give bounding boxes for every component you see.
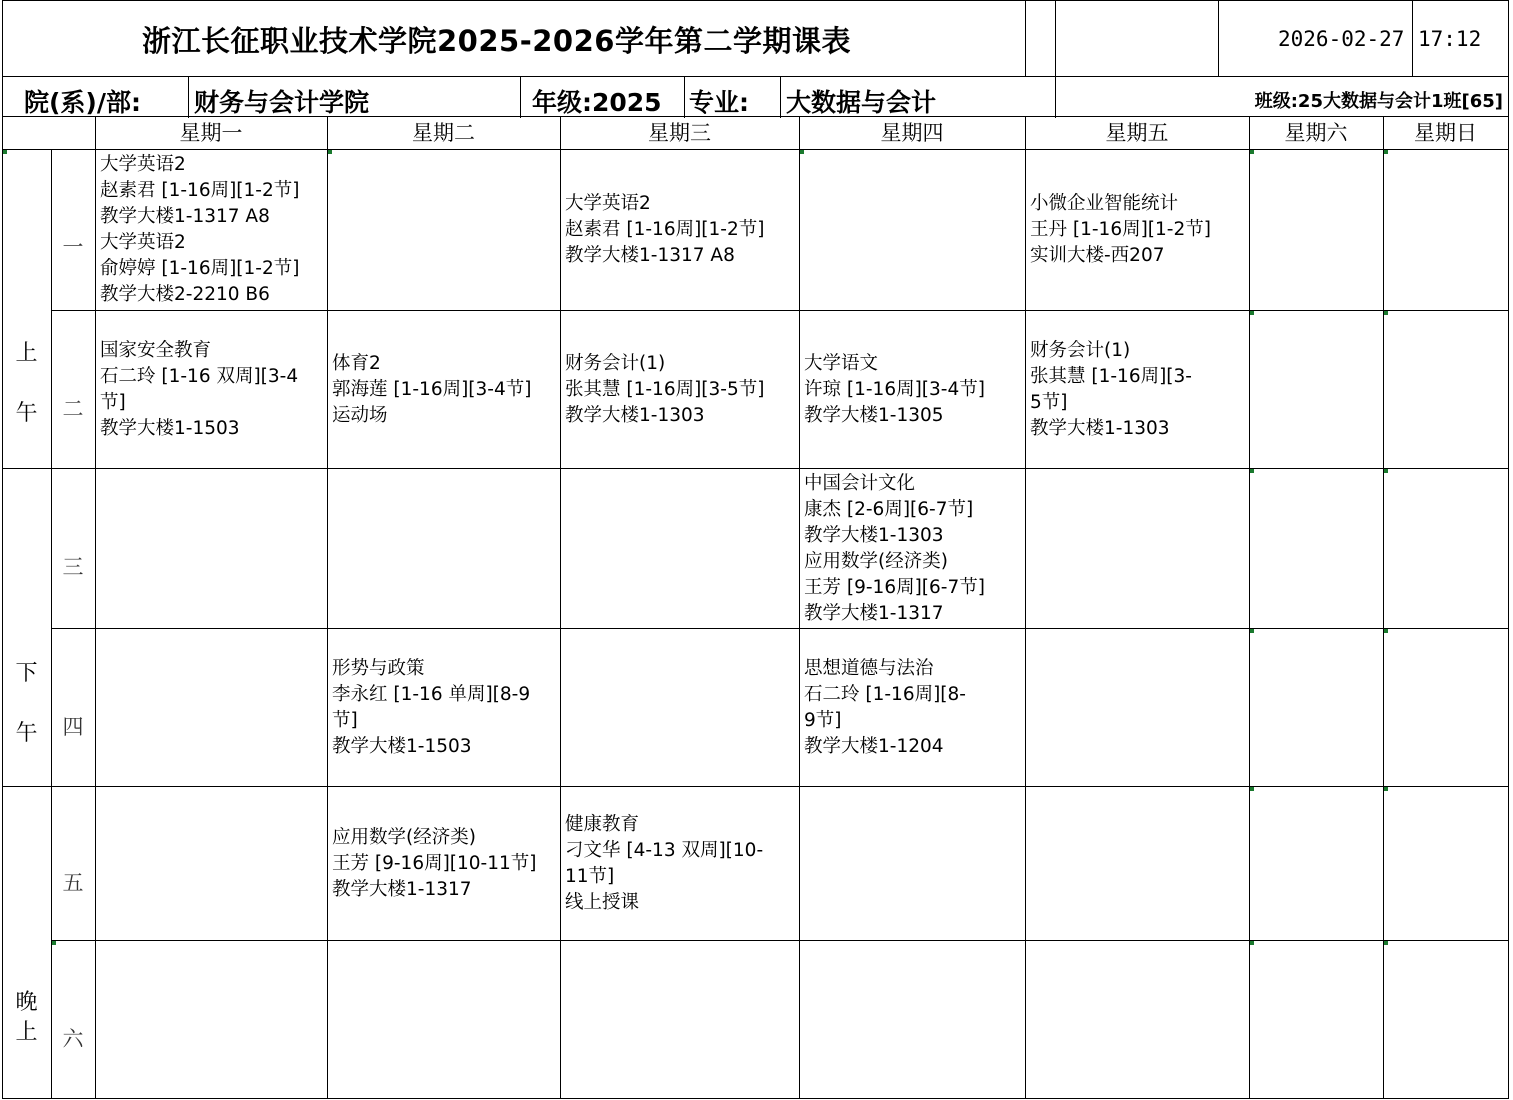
course-line: 大学英语2 — [100, 232, 186, 253]
course-line: 王芳 [9-16周][10-11节] — [332, 852, 537, 874]
course-line: 俞婷婷 [1-16周][1-2节] — [100, 258, 300, 279]
grid-line — [2, 117, 3, 1099]
course-line: 实训大楼-西207 — [1030, 245, 1165, 266]
course-line: 教学大楼1-1317 A8 — [100, 206, 270, 227]
period-label-2: 二 — [62, 397, 84, 421]
course-line: 赵素君 [1-16周][1-2节] — [100, 180, 300, 201]
day-header-fri: 星期五 — [1105, 121, 1169, 145]
divider — [780, 77, 781, 118]
divider — [1025, 1, 1026, 77]
course-line: 教学大楼1-1317 A8 — [565, 245, 735, 266]
course-line: 大学语文 — [804, 352, 879, 374]
segment-evening-bottom: 上 — [15, 1020, 38, 1045]
period-label-3: 三 — [62, 555, 84, 579]
segment-morning-top: 上 — [15, 341, 38, 366]
course-line: 教学大楼1-1305 — [804, 404, 944, 426]
cell-marker — [800, 150, 804, 154]
course-cell-p5-tue[interactable] — [328, 787, 560, 940]
course-cell-p2-mon[interactable] — [96, 311, 327, 468]
divider — [1218, 1, 1219, 77]
print-time: 17:12 — [1418, 27, 1482, 51]
course-line: 教学大楼1-1303 — [565, 404, 705, 426]
cell-marker — [1384, 941, 1388, 945]
title-bar — [2, 0, 1509, 76]
course-line: 教学大楼1-1503 — [100, 417, 240, 439]
course-line: 康杰 [2-6周][6-7节] — [804, 498, 974, 520]
course-line: 教学大楼1-1303 — [1030, 417, 1170, 439]
cell-marker — [1384, 469, 1388, 473]
info-row — [2, 76, 1509, 117]
course-line: 体育2 — [332, 352, 381, 374]
divider — [684, 77, 685, 118]
course-line: 王芳 [9-16周][6-7节] — [804, 576, 985, 598]
course-line: 教学大楼1-1303 — [804, 524, 944, 546]
divider — [1508, 1, 1509, 77]
divider — [1412, 1, 1413, 77]
major-value: 大数据与会计 — [786, 88, 937, 117]
grade: 年级:2025 — [532, 88, 662, 117]
segment-evening-top: 晚 — [15, 990, 38, 1015]
course-cell-p1-wed[interactable] — [561, 150, 799, 310]
page-title: 浙江长征职业技术学院2025-2026学年第二学期课表 — [142, 24, 851, 58]
course-cell-p3-thu[interactable] — [800, 469, 1025, 628]
cell-marker — [1250, 150, 1254, 154]
period-label-4: 四 — [62, 715, 84, 739]
course-line: 教学大楼1-1317 — [804, 602, 944, 624]
course-line: 大学英语2 — [565, 193, 651, 214]
course-cell-p5-wed[interactable] — [561, 787, 799, 940]
grid-line — [2, 1098, 1509, 1099]
divider — [2, 1, 3, 77]
day-header-sun: 星期日 — [1414, 121, 1477, 145]
cell-marker — [1250, 311, 1254, 315]
course-line: 中国会计文化 — [804, 472, 916, 494]
cell-marker — [1384, 311, 1388, 315]
course-cell-p2-thu[interactable] — [800, 311, 1025, 468]
course-line: 张其慧 [1-16周][3-5节] — [565, 378, 765, 400]
course-cell-p1-fri[interactable] — [1026, 150, 1249, 310]
course-line: 小微企业智能统计 — [1030, 193, 1179, 214]
cell-marker — [52, 941, 56, 945]
course-line: 教学大楼1-1503 — [332, 735, 472, 757]
segment-afternoon-top: 下 — [15, 661, 38, 686]
course-cell-p2-wed[interactable] — [561, 311, 799, 468]
course-line: 线上授课 — [565, 891, 640, 913]
print-date: 2026-02-27 — [1278, 27, 1405, 51]
grid-line — [2, 468, 1509, 469]
course-line: 大学英语2 — [100, 154, 186, 175]
cell-marker — [328, 150, 332, 154]
course-line: 9节] — [804, 709, 842, 731]
course-line: 思想道德与法治 — [804, 657, 934, 679]
course-line: 11节] — [565, 865, 615, 887]
course-line: 李永红 [1-16 单周][8-9 — [332, 683, 531, 705]
course-line: 教学大楼1-1317 — [332, 878, 472, 900]
day-header-sat: 星期六 — [1284, 121, 1348, 145]
divider — [188, 77, 189, 118]
course-cell-p2-tue[interactable] — [328, 311, 560, 468]
divider — [1055, 1, 1056, 77]
grid-line — [51, 628, 1509, 629]
day-header-wed: 星期三 — [648, 121, 711, 145]
dept-label: 院(系)/部: — [24, 88, 141, 117]
course-line: 运动场 — [332, 404, 388, 426]
major-label: 专业: — [689, 88, 749, 117]
course-line: 教学大楼1-1204 — [804, 735, 944, 757]
divider — [2, 77, 3, 118]
course-cell-p2-fri[interactable] — [1026, 311, 1249, 468]
day-header-mon: 星期一 — [179, 121, 243, 145]
cell-marker — [1384, 629, 1388, 633]
cell-marker — [3, 150, 7, 154]
grid-line — [1249, 117, 1250, 1099]
course-line: 节] — [332, 709, 358, 731]
course-line: 教学大楼2-2210 B6 — [100, 284, 270, 305]
course-line: 应用数学(经济类) — [804, 550, 948, 572]
course-line: 郭海莲 [1-16周][3-4节] — [332, 378, 532, 400]
cell-marker — [1250, 629, 1254, 633]
course-cell-p1-mon[interactable] — [96, 150, 327, 310]
course-line: 石二玲 [1-16周][8- — [804, 683, 966, 705]
period-label-1: 一 — [62, 235, 84, 259]
course-line: 形势与政策 — [332, 657, 425, 679]
grid-line — [1508, 117, 1509, 1099]
grid-line — [51, 940, 1509, 941]
course-line: 赵素君 [1-16周][1-2节] — [565, 219, 765, 240]
cell-marker — [1250, 787, 1254, 791]
segment-morning-bottom: 午 — [15, 401, 38, 426]
course-line: 国家安全教育 — [100, 339, 212, 361]
period-label-6: 六 — [62, 1027, 84, 1051]
course-line: 许琼 [1-16周][3-4节] — [804, 378, 985, 400]
course-line: 应用数学(经济类) — [332, 826, 476, 848]
period-label-5: 五 — [62, 871, 84, 895]
course-cell-p4-tue[interactable] — [328, 629, 560, 786]
divider — [1508, 77, 1509, 118]
course-line: 财务会计(1) — [1030, 339, 1131, 361]
divider — [1055, 77, 1056, 118]
course-line: 张其慧 [1-16周][3- — [1030, 365, 1192, 387]
dept-value: 财务与会计学院 — [194, 88, 370, 117]
cell-marker — [1250, 941, 1254, 945]
course-line: 节] — [100, 391, 126, 413]
day-header-tue: 星期二 — [412, 121, 475, 145]
cell-marker — [1250, 469, 1254, 473]
segment-afternoon-bottom: 午 — [15, 721, 38, 746]
course-line: 5节] — [1030, 391, 1068, 413]
course-cell-p4-thu[interactable] — [800, 629, 1025, 786]
day-header-thu: 星期四 — [880, 121, 944, 145]
grid-line — [51, 149, 52, 1099]
course-line: 王丹 [1-16周][1-2节] — [1030, 219, 1211, 240]
grid-line — [1383, 117, 1384, 1099]
cell-marker — [1384, 787, 1388, 791]
grid-line — [327, 117, 328, 1099]
course-line: 石二玲 [1-16 双周][3-4 — [100, 365, 299, 387]
cell-marker — [1384, 150, 1388, 154]
course-line: 财务会计(1) — [565, 352, 666, 374]
course-line: 健康教育 — [565, 813, 640, 835]
course-line: 刁文华 [4-13 双周][10- — [565, 839, 764, 861]
class-info: 班级:25大数据与会计1班[65] — [1254, 91, 1503, 112]
divider — [520, 77, 521, 118]
